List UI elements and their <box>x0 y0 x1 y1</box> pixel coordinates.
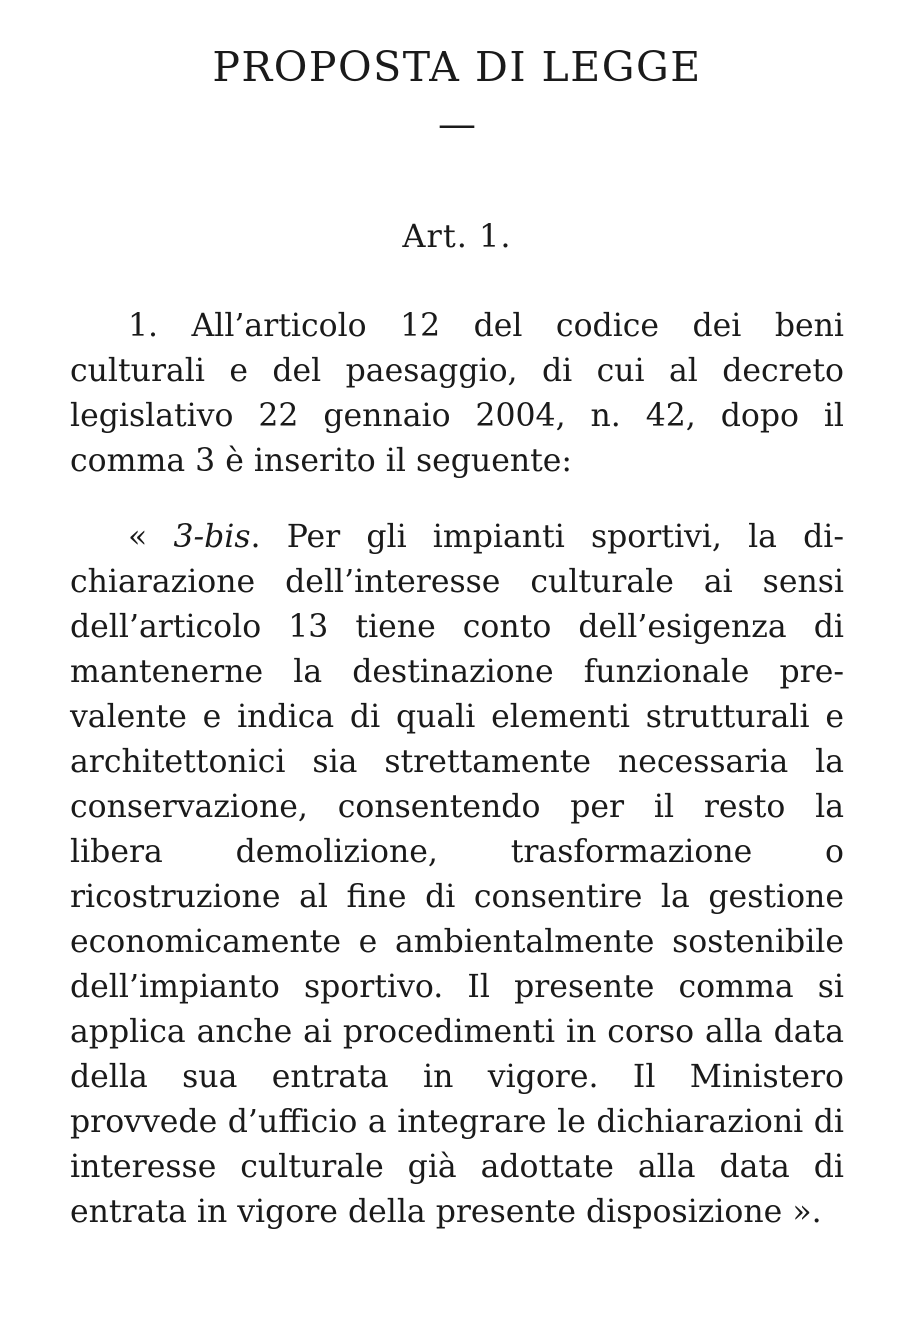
paragraph-2 <box>70 515 844 1235</box>
paragraph-2-text: . Per gli impianti sportivi, la dichiarazione dell’interesse culturale ai sensi dell’articolo 13 tiene conto dell’esigenza di mantenerne la destinazione funzionale prevalente e indica di quali elementi strutturali e architettonici sia strettamente necessaria la conservazione, consentendo per il resto la libera demolizione, trasformazione o ricostruzione al fine di consentire la gestione economicamente e ambientalmente sostenibile dell’impianto sportivo. Il presente comma si applica anche ai procedimenti in corso alla data della sua entrata in vigore. Il Ministero provvede d’ufficio a integrare le dichiarazioni di interesse culturale già adottate alla data di entrata in vigore della presente disposizione <box>70 519 844 1230</box>
comma-label: 3-bis <box>173 519 251 555</box>
open-quote: « <box>128 519 174 555</box>
close-quote: ». <box>782 1194 822 1230</box>
paragraph-1: 1. All’articolo 12 del codice dei beni culturali e del paesaggio, di cui al decreto legislativo 22 gennaio 2004, n. 42, dopo il comma 3 è inserito il seguente: <box>70 308 844 479</box>
title-separator: — <box>438 102 476 146</box>
document-title: PROPOSTA DI LEGGE <box>212 43 702 91</box>
article-heading: Art. 1. <box>402 217 512 255</box>
